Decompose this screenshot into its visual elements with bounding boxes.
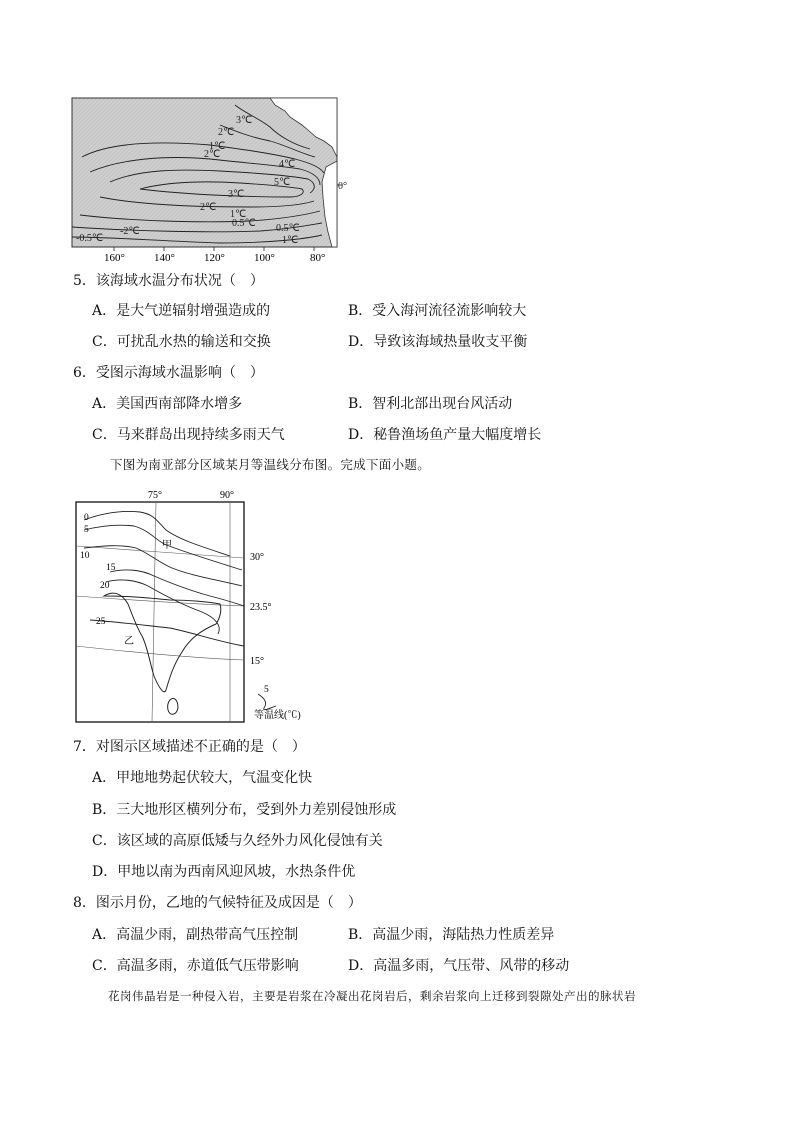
sst-map-figure <box>70 97 360 267</box>
sst-map-svg <box>70 97 360 267</box>
lon-tick-label: 120° <box>204 252 225 264</box>
lon-tick-label: 100° <box>254 252 275 264</box>
legend-value: 5 <box>264 685 269 695</box>
question-8-option-d[interactable]: D．高温多雨，气压带、风带的移动 <box>348 958 570 974</box>
question-5-stem: 5．该海域水温分布状况（ ） <box>73 273 264 289</box>
top-tick-label: 90° <box>220 490 234 501</box>
lat-tick-label: 0° <box>338 181 347 192</box>
question-5-option-b[interactable]: B．受入海河流径流影响较大 <box>348 303 527 319</box>
isotherm-label: 2℃ <box>218 127 235 138</box>
south-asia-map-figure <box>70 486 320 726</box>
isotherm-label: 2℃ <box>204 149 221 160</box>
isotherm-value: 20 <box>100 581 110 591</box>
question-7-stem: 7．对图示区域描述不正确的是（ ） <box>73 739 306 755</box>
question-6-option-c[interactable]: C．马来群岛出现持续多雨天气 <box>92 427 285 443</box>
isotherm-label: 5℃ <box>274 177 291 188</box>
south-asia-map-svg <box>70 486 320 726</box>
question-6-option-d[interactable]: D．秘鲁渔场鱼产量大幅度增长 <box>348 427 542 443</box>
question-5-option-c[interactable]: C．可扰乱水热的输送和交换 <box>92 334 271 350</box>
lon-ticks <box>114 247 314 251</box>
isotherm-value: 10 <box>80 551 90 561</box>
map-frame <box>76 502 244 722</box>
isotherm-value: 0 <box>84 513 89 523</box>
lon-tick-label: 140° <box>154 252 175 264</box>
isotherm-label: 0.5℃ <box>232 218 256 229</box>
question-8-option-b[interactable]: B．高温少雨，海陆热力性质差异 <box>348 927 555 943</box>
right-tick-label: 23.5° <box>250 602 272 613</box>
legend-isotherm-symbol <box>258 694 276 710</box>
isotherm-label: 1℃ <box>230 209 247 220</box>
lon-tick-label: 80° <box>310 252 326 264</box>
isotherm-label: 1℃ <box>209 141 226 152</box>
isotherm-value: 15 <box>106 563 116 573</box>
isotherm-value: 25 <box>96 617 106 627</box>
lon-tick-label: 160° <box>104 252 125 264</box>
question-8-option-a[interactable]: A．高温少雨，副热带高气压控制 <box>92 927 299 943</box>
question-5-option-d[interactable]: D．导致该海域热量收支平衡 <box>348 334 528 350</box>
isotherm-label: 0.5℃ <box>276 223 300 234</box>
question-7-option-c[interactable]: C．该区域的高原低矮与久经外力风化侵蚀有关 <box>92 833 383 849</box>
intro-south-asia: 下图为南亚部分区域某月等温线分布图。完成下面小题。 <box>110 457 431 472</box>
question-7-option-d[interactable]: D．甲地以南为西南风迎风坡，水热条件优 <box>92 864 356 880</box>
right-tick-label: 30° <box>250 552 264 563</box>
top-tick-label: 75° <box>148 490 162 501</box>
isotherm-label: -0.5℃ <box>76 233 104 244</box>
question-6-stem: 6．受图示海域水温影响（ ） <box>73 365 264 381</box>
isotherm-value: 5 <box>84 525 89 535</box>
question-7-option-a[interactable]: A．甲地地势起伏较大，气温变化快 <box>92 770 313 786</box>
intro-pegmatite: 花岗伟晶岩是一种侵入岩，主要是岩浆在冷凝出花岗岩后，剩余岩浆向上迁移到裂隙处产出的脉状岩 <box>108 989 636 1003</box>
place-label-jia: 甲 <box>162 540 172 551</box>
question-6-option-b[interactable]: B．智利北部出现台风活动 <box>348 396 513 412</box>
isotherm-label: 3℃ <box>236 115 253 126</box>
question-7-option-b[interactable]: B．三大地形区横列分布，受到外力差别侵蚀形成 <box>92 802 397 818</box>
question-5-option-a[interactable]: A．是大气逆辐射增强造成的 <box>92 303 271 319</box>
question-6-option-a[interactable]: A．美国西南部降水增多 <box>92 396 243 412</box>
isotherm-label: -2℃ <box>120 226 140 237</box>
place-label-yi: 乙 <box>124 636 134 647</box>
isotherm-label: 1℃ <box>282 235 299 246</box>
isotherm-label: 3℃ <box>228 189 245 200</box>
question-8-stem: 8．图示月份，乙地的气候特征及成因是（ ） <box>73 895 362 911</box>
right-tick-label: 15° <box>250 656 264 667</box>
question-8-option-c[interactable]: C．高温多雨，赤道低气压带影响 <box>92 958 299 974</box>
isotherm-label: 2℃ <box>200 202 217 213</box>
isotherm-label: 4℃ <box>279 159 296 170</box>
legend-label: 等温线(℃) <box>254 710 301 721</box>
